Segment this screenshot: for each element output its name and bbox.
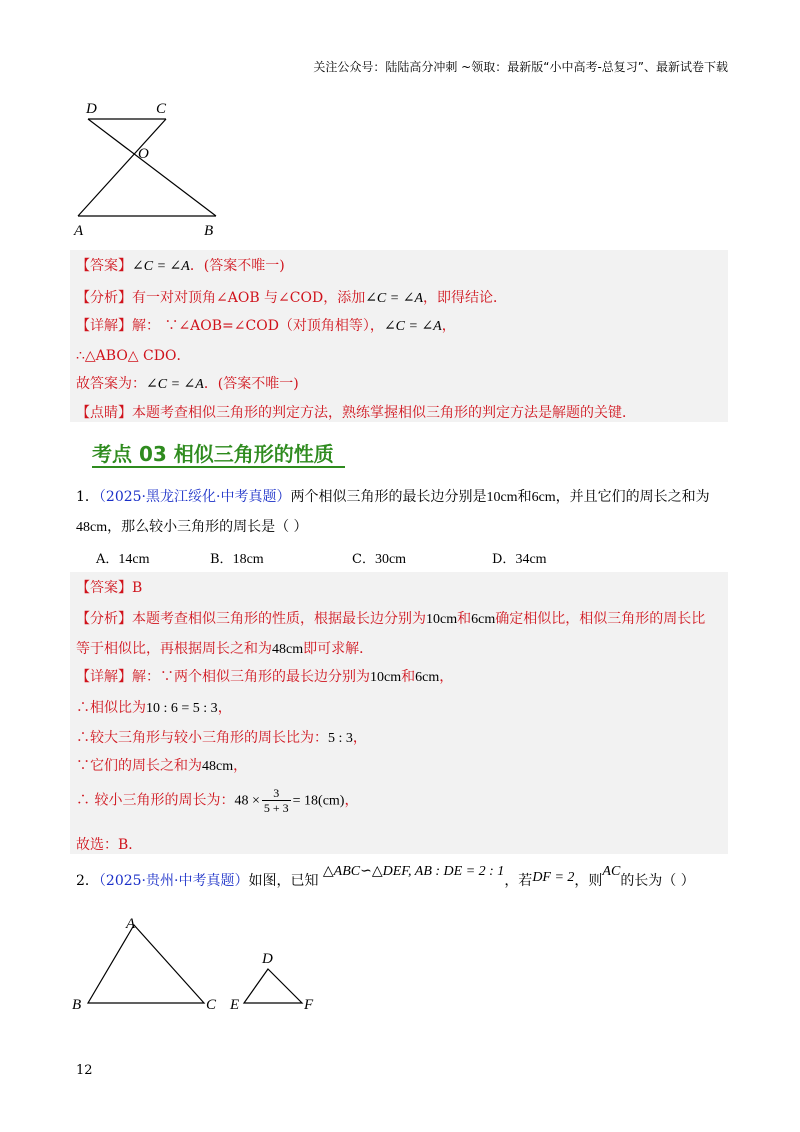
q1-option-c[interactable]: C．30cm: [352, 552, 407, 567]
sol1-detail: 【详解】解： ∵∠AOB=∠COD（对顶角相等），∠C = ∠A，: [76, 318, 456, 334]
label-E2: E: [230, 997, 240, 1013]
section-title-underline: [92, 466, 345, 468]
sol2-analysis-line2: 等于相似比，再根据周长之和为48cm即可求解．: [76, 641, 374, 657]
q1-line2: 48cm，那么较小三角形的周长是（ ）: [76, 519, 308, 535]
sol2-answer: 【答案】B: [76, 580, 143, 596]
q1-line1: 1．（2025·黑龙江绥化·中考真题）两个相似三角形的最长边分别是10cm和6cm，并且它们的周长之和为: [76, 489, 710, 505]
label-O: O: [138, 146, 149, 162]
label-B: B: [204, 223, 214, 239]
figure-similar-triangles: [66, 912, 336, 1022]
sol2-calculation: ∴ 较小三角形的周长为：48 × $\frac{3}{5 + 3}$ = 18(cm)，: [76, 786, 359, 815]
figure-hourglass-triangles: [70, 95, 230, 240]
q1-option-d[interactable]: D．34cm: [492, 552, 547, 567]
sol2-ratio: ∴相似比为10 : 6 = 5 : 3，: [76, 700, 232, 716]
label-C2: C: [206, 997, 217, 1013]
solution-block-1: [70, 250, 728, 422]
sol1-point: 【点睛】本题考查相似三角形的判定方法，熟练掌握相似三角形的判定方法是解题的关键．: [76, 405, 636, 421]
label-A2: A: [126, 916, 136, 932]
sol2-final: 故选：B．: [76, 837, 143, 853]
sol1-conclusion: ∴△ABO△ CDO．: [76, 348, 191, 364]
label-D2: D: [262, 951, 273, 967]
sol2-analysis-line1: 【分析】本题考查相似三角形的性质，根据最长边分别为10cm和6cm确定相似比，相似三角形的周长比: [76, 611, 706, 627]
label-D: D: [86, 101, 97, 117]
sol2-sum: ∵它们的周长之和为48cm，: [76, 758, 248, 774]
label-C: C: [156, 101, 167, 117]
page-header: 关注公众号：陆陆高分冲刺 ~领取：最新版“小中高考-总复习”、最新试卷下载: [313, 60, 728, 74]
q1-option-b[interactable]: B．18cm: [210, 552, 264, 567]
section-title: 考点 03 相似三角形的性质: [92, 442, 334, 466]
q2-line: 2．（2025·贵州·中考真题）如图，已知 △ABC∽△DEF, AB : DE = 2 : 1，若DF = 2，则AC的长为（ ）: [76, 864, 695, 889]
sol1-final: 故答案为：∠C = ∠A．(答案不唯一): [76, 376, 299, 392]
sol2-perimeter-ratio: ∴较大三角形与较小三角形的周长比为：5 : 3，: [76, 730, 367, 746]
label-A: A: [74, 223, 84, 239]
sol1-answer: 【答案】∠C = ∠A．(答案不唯一): [76, 258, 285, 274]
label-B2: B: [72, 997, 82, 1013]
sol2-detail: 【详解】解：∵两个相似三角形的最长边分别为10cm和6cm，: [76, 669, 454, 685]
page-number: 12: [76, 1063, 93, 1078]
sol1-analysis: 【分析】有一对对顶角∠AOB 与∠COD，添加∠C = ∠A，即得结论．: [76, 290, 508, 306]
q1-option-a[interactable]: A．14cm: [96, 552, 150, 567]
label-F2: F: [304, 997, 314, 1013]
